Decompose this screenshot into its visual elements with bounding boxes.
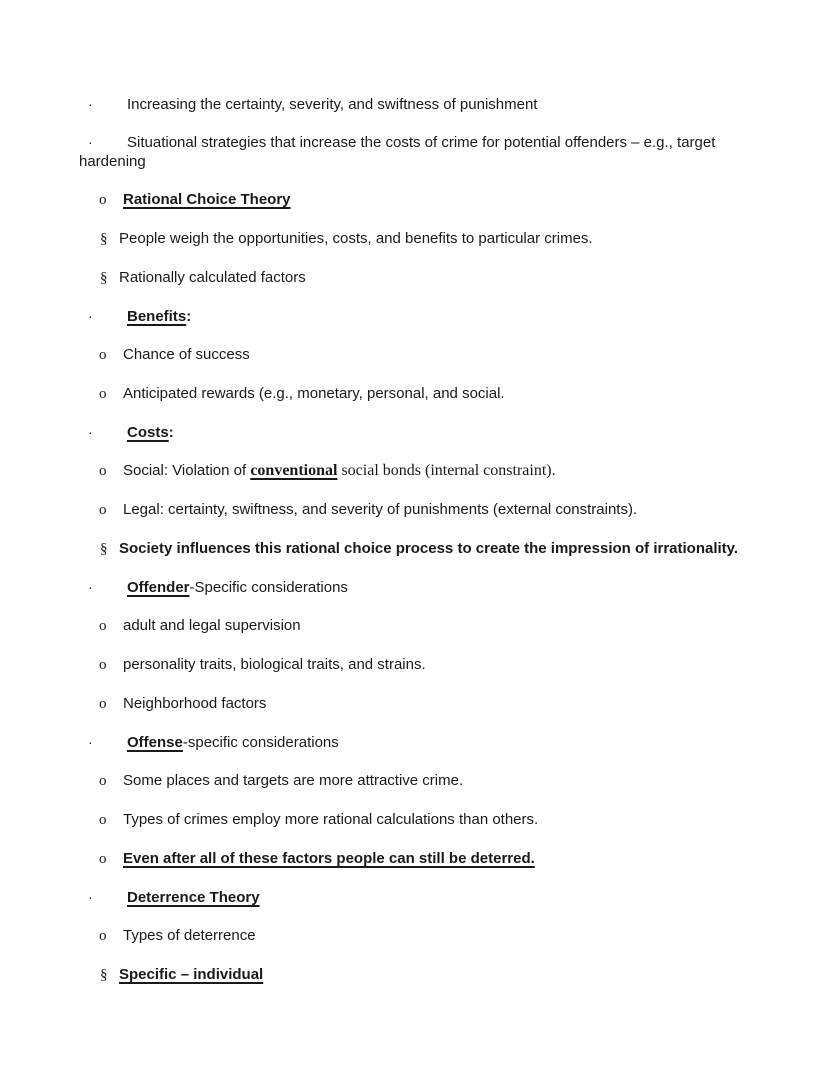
- text-segment: Rational Choice Theory: [123, 191, 291, 208]
- list-marker: o: [99, 928, 107, 944]
- text-segment: conventional: [250, 462, 338, 479]
- text-segment: Neighborhood factors: [123, 695, 267, 712]
- wrapped-line: hardening: [79, 153, 146, 170]
- list-marker: o: [99, 696, 107, 712]
- text-segment: :: [168, 424, 174, 441]
- list-marker: ·: [88, 424, 93, 440]
- list-item: [79, 268, 768, 288]
- text-segment: Benefits: [127, 308, 187, 325]
- list-item: [79, 133, 768, 171]
- text-segment: Offense: [127, 734, 183, 751]
- list-marker: o: [99, 773, 107, 789]
- list-marker: §: [100, 231, 108, 247]
- list-item: [79, 229, 768, 249]
- list-item: [79, 733, 768, 752]
- list-marker: ·: [88, 308, 93, 324]
- list-item: [79, 694, 768, 714]
- text-segment: adult and legal supervision: [123, 617, 301, 634]
- list-marker: o: [99, 192, 107, 208]
- text-segment: Types of crimes employ more rational calculations than others.: [123, 811, 539, 828]
- list-item: [79, 461, 768, 481]
- list-item: [79, 849, 768, 869]
- list-marker: §: [100, 967, 108, 983]
- list-item: [79, 888, 768, 907]
- list-item: [79, 771, 768, 791]
- text-segment: Types of deterrence: [123, 927, 256, 944]
- list-marker: o: [99, 386, 107, 402]
- list-item: [79, 345, 768, 365]
- text-segment: Deterrence Theory: [127, 889, 260, 906]
- list-item: [79, 926, 768, 946]
- text-segment: -Specific considerations: [189, 579, 348, 596]
- list-marker: §: [100, 541, 108, 557]
- text-segment: personality traits, biological traits, and strains.: [123, 656, 426, 673]
- text-segment: Even after all of these factors people can still be deterred.: [123, 850, 535, 867]
- text-segment: Legal: certainty, swiftness, and severity of punishments (external constraints).: [123, 501, 638, 518]
- list-item: [79, 616, 768, 636]
- text-segment: Increasing the certainty, severity, and swiftness of punishment: [127, 96, 538, 113]
- list-marker: ·: [88, 889, 93, 905]
- text-segment: People weigh the opportunities, costs, and benefits to particular crimes.: [119, 230, 593, 247]
- list-marker: ·: [88, 579, 93, 595]
- list-marker: o: [99, 851, 107, 867]
- list-item: [79, 384, 768, 404]
- text-segment: social bonds (internal constraint).: [337, 462, 556, 479]
- text-segment: Rationally calculated factors: [119, 269, 306, 286]
- list-item: [79, 307, 768, 326]
- text-segment: -specific considerations: [182, 734, 339, 751]
- text-segment: Some places and targets are more attractive crime.: [123, 772, 464, 789]
- list-marker: o: [99, 463, 107, 479]
- list-marker: o: [99, 657, 107, 673]
- list-item: [79, 578, 768, 597]
- list-item: [79, 190, 768, 210]
- list-marker: o: [99, 812, 107, 828]
- text-segment: Offender: [127, 579, 190, 596]
- text-segment: Situational strategies that increase the costs of crime for potential offenders – e.g., target: [127, 134, 716, 151]
- list-item: [79, 810, 768, 830]
- list-marker: o: [99, 618, 107, 634]
- text-segment: Chance of success: [123, 346, 250, 363]
- text-segment: Specific – individual: [119, 966, 264, 983]
- text-segment: Social: Violation of: [123, 462, 251, 479]
- list-item: [79, 655, 768, 675]
- list-item: [79, 500, 768, 520]
- list-marker: §: [100, 270, 108, 286]
- list-marker: o: [99, 347, 107, 363]
- list-marker: ·: [88, 734, 93, 750]
- list-marker: ·: [88, 96, 93, 112]
- list-item: [79, 423, 768, 442]
- list-item: [79, 95, 768, 114]
- list-item: [79, 965, 768, 985]
- list-marker: ·: [88, 134, 93, 150]
- list-marker: o: [99, 502, 107, 518]
- text-segment: Costs: [127, 424, 169, 441]
- text-segment: :: [186, 308, 192, 325]
- text-segment: Anticipated rewards (e.g., monetary, personal, and social.: [123, 385, 505, 402]
- list-item: [79, 539, 768, 559]
- text-segment: Society influences this rational choice process to create the impression of irrationality.: [119, 540, 739, 557]
